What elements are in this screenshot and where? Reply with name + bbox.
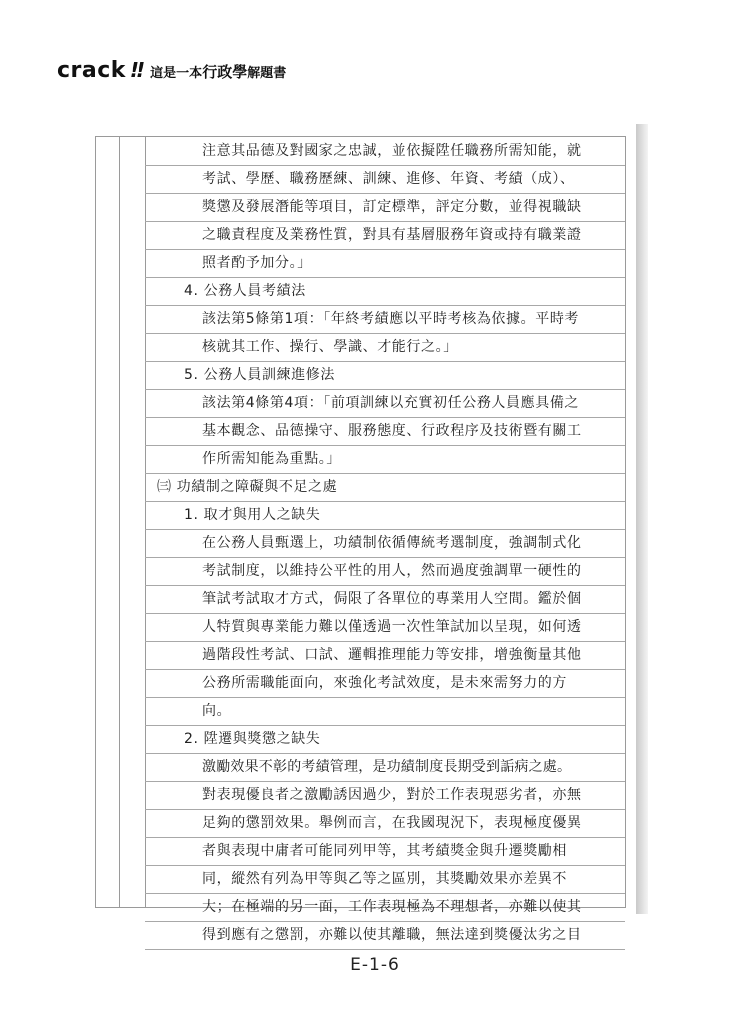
text-line: 得到應有之懲罰，亦難以使其離職，無法達到獎優汰劣之目 [145,922,625,950]
margin-rule-1 [119,137,120,907]
text-line: 該法第5條第1項：「年終考績應以平時考核為依據。平時考 [145,306,625,334]
text-line: 激勵效果不彰的考績管理，是功績制度長期受到詬病之處。 [145,754,625,782]
text-line: 之職責程度及業務性質，對具有基層服務年資或持有職業證 [145,222,625,250]
text-line: 足夠的懲罰效果。舉例而言，在我國現況下，表現極度優異 [145,810,625,838]
logo-mark: !! [129,58,143,82]
page-number: E-1-6 [350,955,400,975]
text-line: 注意其品德及對國家之忠誠，並依擬陞任職務所需知能，就 [145,138,625,166]
text-line: 公務所需職能面向，來強化考試效度，是未來需努力的方 [145,670,625,698]
tagline-part-2: 行政學 [202,63,248,81]
text-line: 筆試考試取才方式，侷限了各單位的專業用人空間。鑑於個 [145,586,625,614]
crack-logo [57,59,142,82]
text-line: 考試、學歷、職務歷練、訓練、進修、年資、考績（成）、 [145,166,625,194]
item-heading: 5. 公務人員訓練進修法 [145,362,625,390]
text-line: 核就其工作、操行、學識、才能行之。」 [145,334,625,362]
text-line: 者與表現中庸者可能同列甲等，其考績獎金與升遷獎勵相 [145,838,625,866]
running-header [57,58,286,82]
item-heading: 1. 取才與用人之缺失 [145,502,625,530]
text-line: 對表現優良者之激勵誘因過少，對於工作表現惡劣者，亦無 [145,782,625,810]
text-line: 過階段性考試、口試、邏輯推理能力等安排，增強衡量其他 [145,642,625,670]
tagline-part-3: 解題書 [247,66,287,81]
text-line: 人特質與專業能力難以僅透過一次性筆試加以呈現，如何透 [145,614,625,642]
text-line: 在公務人員甄選上，功績制依循傳統考選制度，強調制式化 [145,530,625,558]
text-line: 照者酌予加分。」 [145,250,625,278]
text-line: 考試制度，以維持公平性的用人，然而過度強調單一硬性的 [145,558,625,586]
text-line: 獎懲及發展潛能等項目，訂定標準，評定分數，並得視職缺 [145,194,625,222]
text-line: 向。 [145,698,625,726]
text-line: 該法第4條第4項：「前項訓練以充實初任公務人員應具備之 [145,390,625,418]
text-line: 作所需知能為重點。」 [145,446,625,474]
tagline-part-1: 這是一本 [150,66,203,81]
book-tagline [150,64,286,82]
logo-word: crack [57,58,126,83]
item-heading: 2. 陞遷與獎懲之缺失 [145,726,625,754]
text-line: 同，縱然有列為甲等與乙等之區別，其獎勵效果亦差異不 [145,866,625,894]
ruled-answer-box [95,136,626,943]
item-heading: 4. 公務人員考績法 [145,278,625,306]
text-line: 大；在極端的另一面，工作表現極為不理想者，亦難以使其 [145,894,625,922]
text-line: 基本觀念、品德操守、服務態度、行政程序及技術暨有關工 [145,418,625,446]
page-edge-shadow [636,124,648,914]
section-heading: ㈢ 功績制之障礙與不足之處 [145,474,625,502]
